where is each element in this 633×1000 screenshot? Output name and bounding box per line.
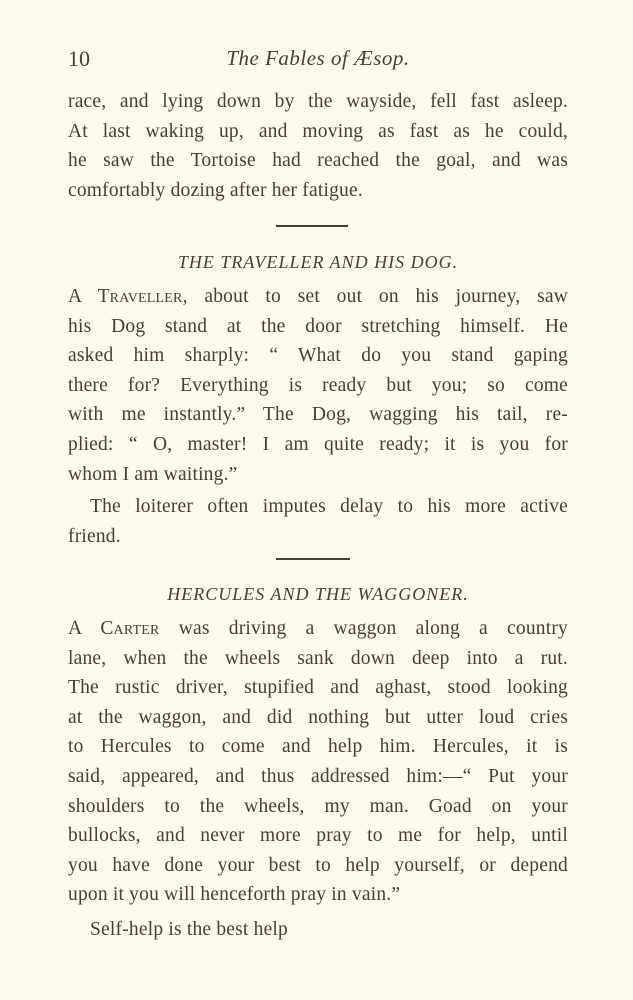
text-line: [68, 614, 568, 644]
text-line: Self-help is the best help: [90, 919, 288, 940]
text-line: At last waking up, and moving as fast as he could,: [68, 120, 568, 142]
lead-word: A Carter: [68, 618, 160, 639]
text-line: The rustic driver, stupified and aghast, stood looking: [68, 677, 568, 699]
text-line: friend.: [68, 525, 121, 547]
text-line: asked him sharply: “ What do you stand gaping: [68, 345, 568, 367]
text-line: you have done your best to help yourself, or depend: [68, 854, 568, 876]
page-header: [68, 46, 568, 78]
lead-word: A Traveller,: [68, 286, 188, 307]
fable-body-hercules: [68, 614, 568, 910]
text-line: he saw the Tortoise had reached the goal, and was: [68, 150, 568, 172]
text-line: bullocks, and never more pray to me for help, until: [68, 825, 568, 847]
section-divider: [276, 225, 348, 227]
text-line: [68, 282, 568, 312]
page-number: 10: [68, 46, 90, 71]
text-line: lane, when the wheels sank down deep into a rut.: [68, 647, 568, 669]
first-line-rest: was driving a waggon along a country: [178, 618, 568, 639]
text-line: The loiterer often imputes delay to his more active: [90, 496, 568, 517]
text-line: whom I am waiting.”: [68, 463, 238, 485]
text-line: his Dog stand at the door stretching himself. He: [68, 315, 568, 337]
text-line: upon it you will henceforth pray in vain.”: [68, 884, 401, 906]
fable-title-hercules: HERCULES AND THE WAGGONER.: [167, 584, 469, 604]
text-line: with me instantly.” The Dog, wagging his tail, re-: [68, 404, 568, 426]
text-line: race, and lying down by the wayside, fell fast asleep.: [68, 91, 568, 112]
text-line: shoulders to the wheels, my man. Goad on your: [68, 795, 568, 817]
running-title: The Fables of Æsop.: [226, 46, 410, 70]
fable-body-traveller: [68, 282, 568, 489]
text-line: plied: “ O, master! I am quite ready; it is you for: [68, 433, 568, 455]
fable-moral-hercules: [68, 915, 568, 945]
text-line: there for? Everything is ready but you; so come: [68, 374, 568, 396]
text-line: comfortably dozing after her fatigue.: [68, 179, 363, 201]
text-line: at the waggon, and did nothing but utter loud cries: [68, 706, 568, 728]
section-divider: [276, 558, 350, 560]
text-line: to Hercules to come and help him. Hercules, it is: [68, 736, 568, 758]
intro-paragraph: [68, 87, 568, 205]
fable-moral-traveller: [68, 492, 568, 551]
fable-title-traveller: THE TRAVELLER AND HIS DOG.: [177, 252, 459, 272]
first-line-rest: about to set out on his journey, saw: [204, 286, 568, 307]
text-line: said, appeared, and thus addressed him:—“ Put your: [68, 765, 568, 787]
